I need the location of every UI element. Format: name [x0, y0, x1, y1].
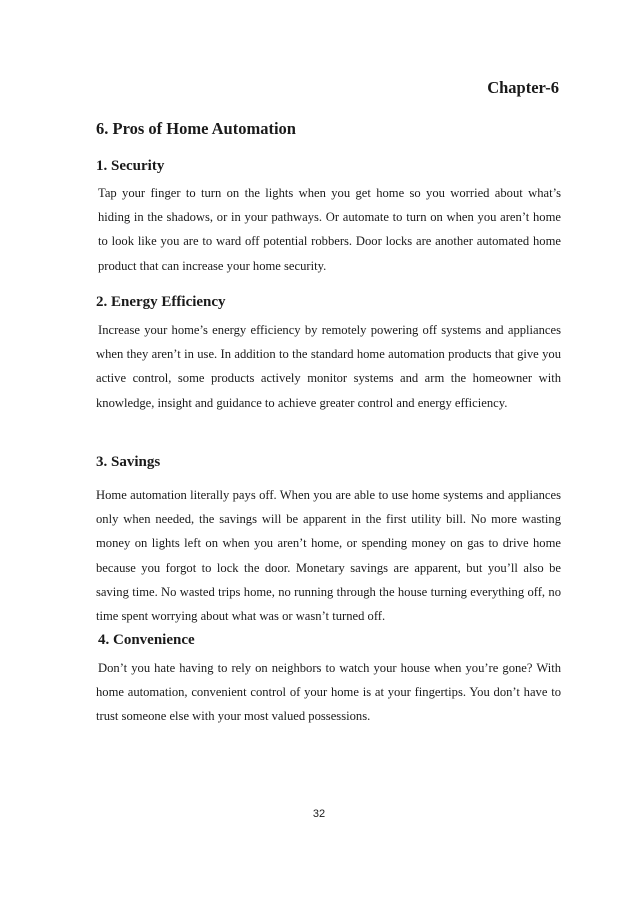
- section-body-energy-efficiency: Increase your home’s energy efficiency by remotely powering off systems and appliances when they aren’t in use. In addition to the standard home automation products that give you active control, some products actively monitor systems and arm the homeowner with knowledge, insight and guidance to achieve greater control and energy efficiency.: [96, 323, 561, 410]
- section-body-convenience: Don’t you hate having to rely on neighbors to watch your house when you’re gone? With home automation, convenient control of your home is at your fingertips. You don’t have to trust someone else with your most valued possessions.: [96, 661, 561, 724]
- section-heading-convenience: 4. Convenience: [98, 632, 195, 648]
- section-heading-security: 1. Security: [96, 158, 165, 174]
- chapter-label: Chapter-6: [487, 78, 559, 97]
- section-body-security: Tap your finger to turn on the lights when you get home so you worried about what’s hiding in the shadows, or in your pathways. Or automate to turn on when you aren’t home to look like you are to ward off potential robbers. Door locks are another automated home product that can increase your home security.: [98, 186, 561, 273]
- section-heading-savings: 3. Savings: [96, 454, 161, 470]
- page-number: 32: [312, 808, 326, 820]
- page-title: 6. Pros of Home Automation: [96, 119, 296, 138]
- section-body-savings: Home automation literally pays off. When you are able to use home systems and appliances only when needed, the savings will be apparent in the first utility bill. No more wasting money on lights left on when you aren’t home, or spending money on gas to drive home because you forgot to lock the door. Monetary savings are apparent, but you’ll also be saving time. No wasted trips home, no running through the house turning everything off, no time spent worrying about what was or wasn’t turned off.: [96, 488, 561, 624]
- section-heading-energy-efficiency: 2. Energy Efficiency: [96, 294, 226, 310]
